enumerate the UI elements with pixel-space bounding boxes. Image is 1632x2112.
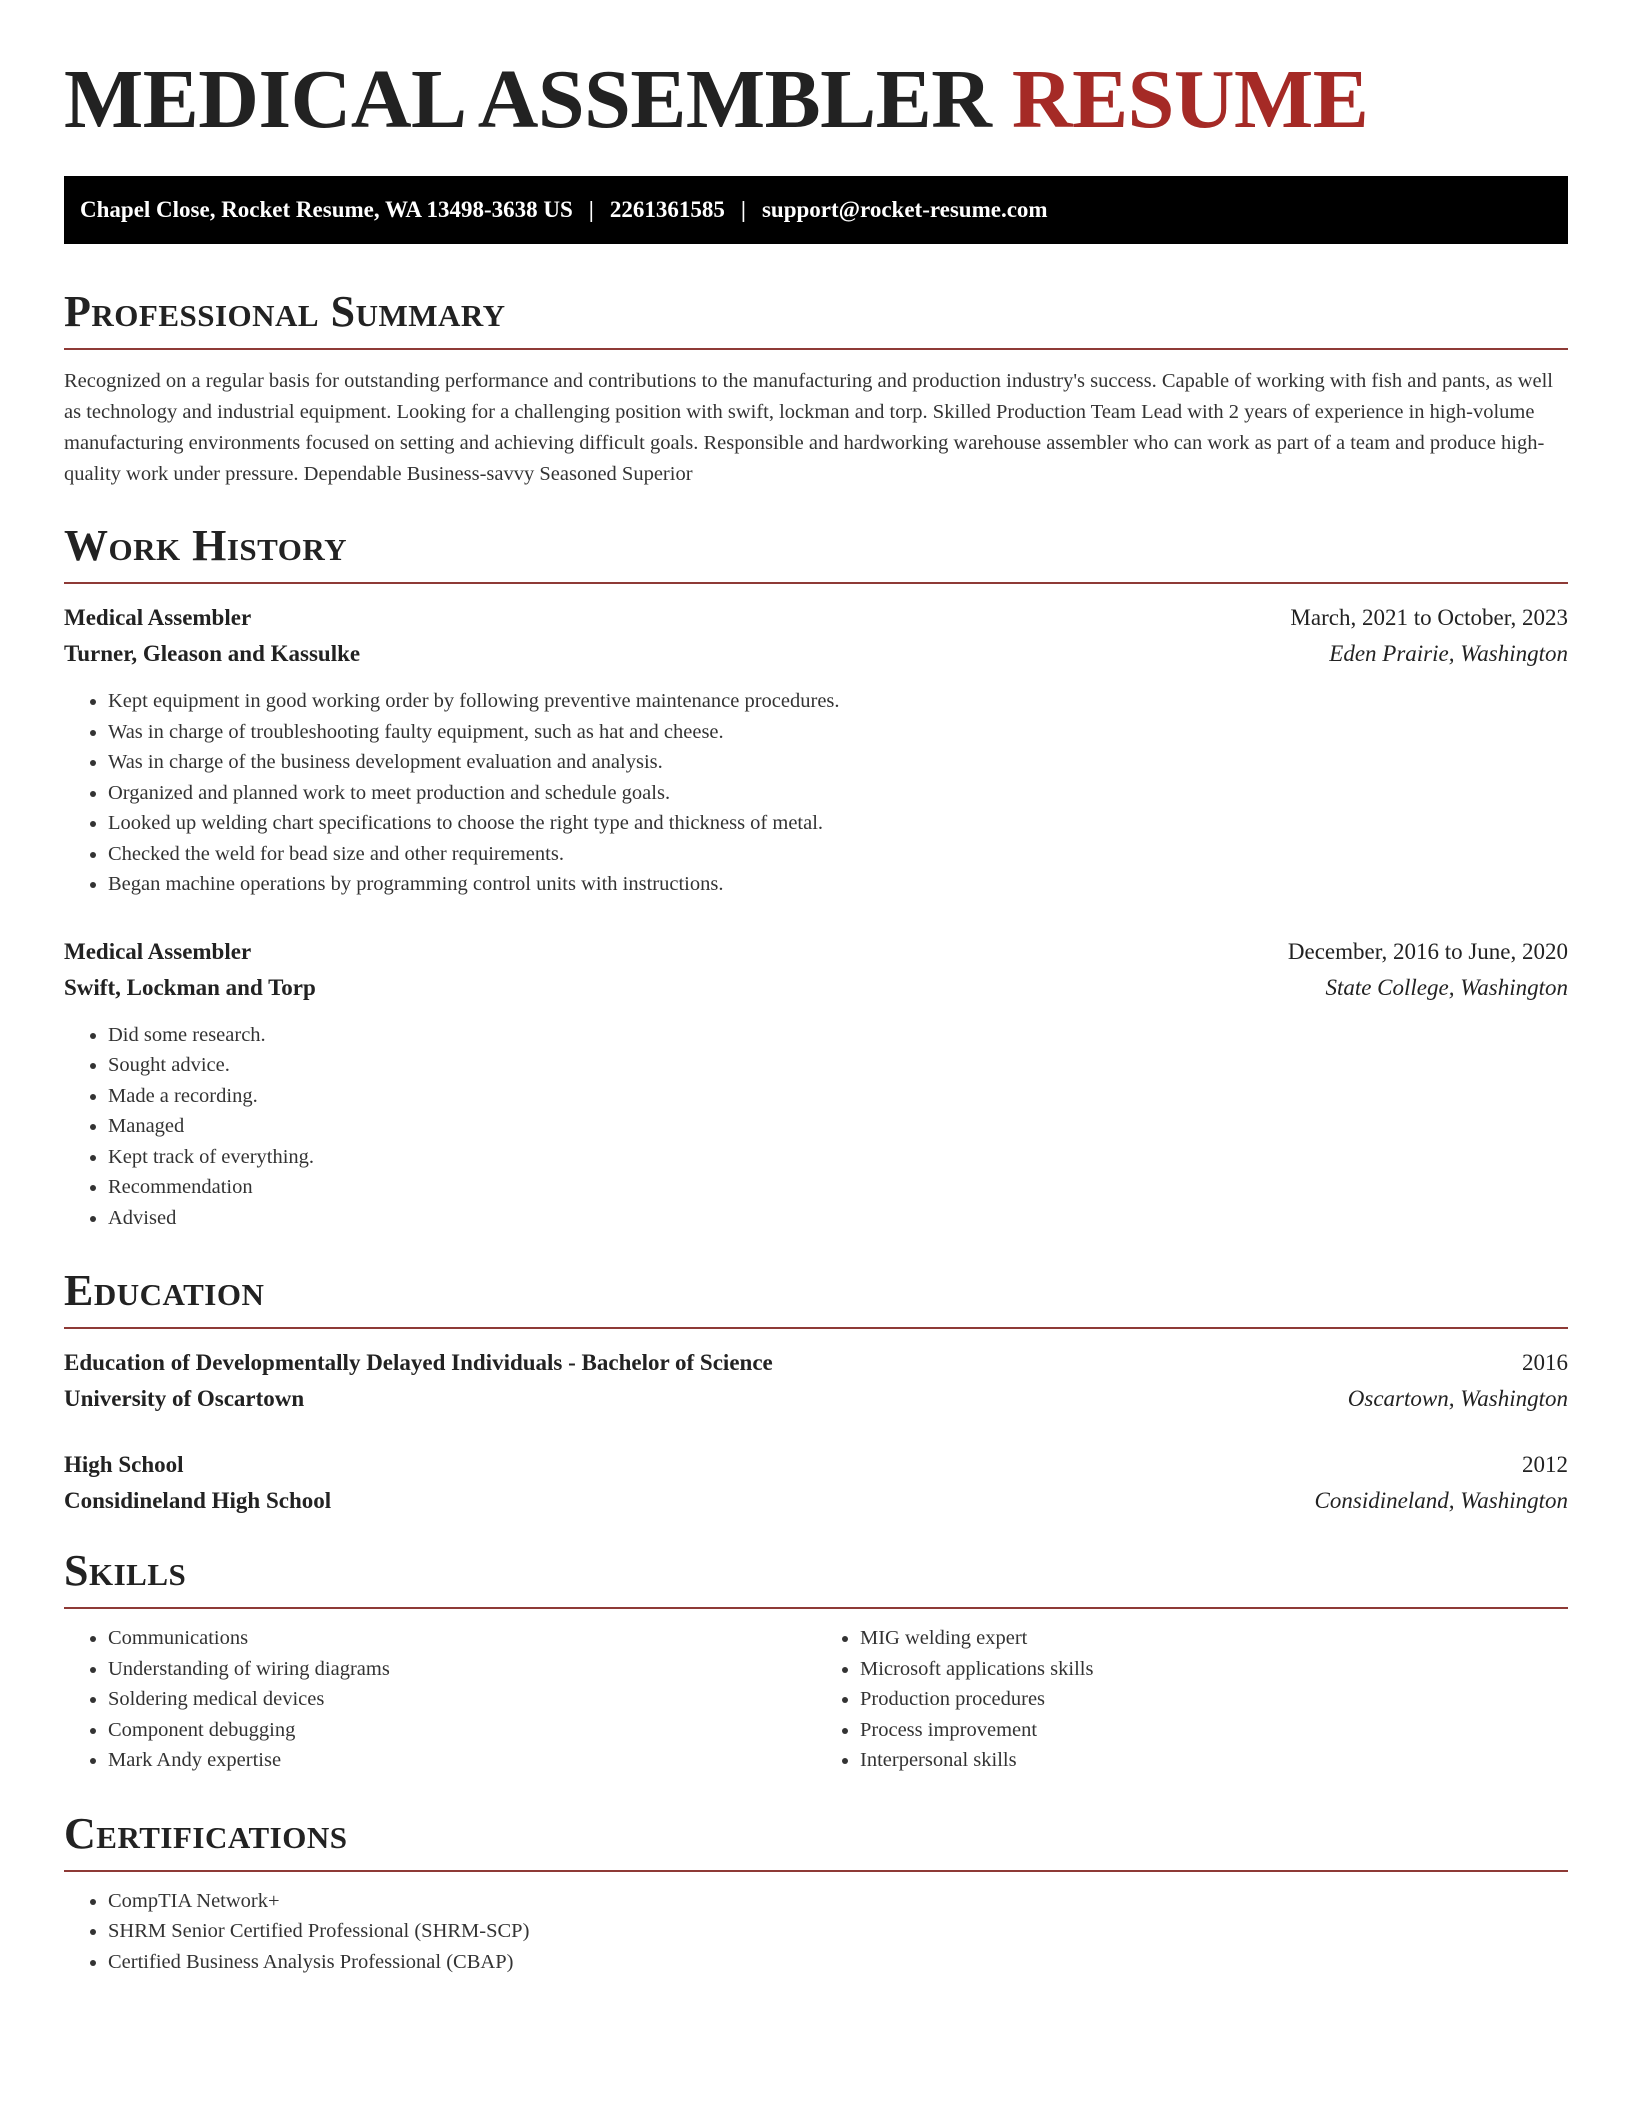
- section-heading-education: Education: [64, 1269, 1568, 1329]
- education-school: Considineland High School: [64, 1488, 332, 1513]
- job-title: Medical Assembler: [64, 938, 252, 964]
- job-bullet: • Kept track of everything.: [108, 1142, 1568, 1173]
- skills-section: [64, 1546, 1568, 1776]
- title-job: MEDICAL ASSEMBLER: [64, 53, 992, 146]
- certification-item: • SHRM Senior Certified Professional (SHRM-SCP): [108, 1916, 1568, 1947]
- job-bullet: • Was in charge of troubleshooting faulty equipment, such as hat and cheese.: [108, 717, 1568, 748]
- skill-item: • Process improvement: [860, 1715, 1568, 1746]
- job-bullet: • Made a recording.: [108, 1081, 1568, 1112]
- skill-item: • Understanding of wiring diagrams: [108, 1654, 816, 1685]
- job-title: Medical Assembler: [64, 605, 252, 630]
- certifications-list: [64, 1886, 1568, 1978]
- certification-item: • CompTIA Network+: [108, 1886, 1568, 1917]
- section-heading-skills: Skills: [64, 1549, 1568, 1609]
- job-bullet: • Organized and planned work to meet production and schedule goals.: [108, 778, 1568, 809]
- job-title-row: [64, 600, 1568, 636]
- certifications-section: [64, 1808, 1568, 1978]
- skill-item: • Soldering medical devices: [108, 1684, 816, 1715]
- job-bullets: [64, 1020, 1568, 1234]
- certification-item: • Certified Business Analysis Professional (CBAP): [108, 1947, 1568, 1978]
- job-bullet: • Began machine operations by programming control units with instructions.: [108, 869, 1568, 900]
- education-school-row: [64, 1483, 1568, 1519]
- education-section: [64, 1266, 1568, 1519]
- education-school: University of Oscartown: [64, 1386, 305, 1411]
- education-year: 2012: [1522, 1452, 1568, 1477]
- job-bullet: • Checked the weld for bead size and other requirements.: [108, 839, 1568, 870]
- education-degree-row: [64, 1447, 1568, 1483]
- contact-separator: |: [740, 197, 746, 222]
- education-degree-row: [64, 1345, 1568, 1381]
- skill-item: • Communications: [108, 1623, 816, 1654]
- contact-separator: |: [588, 197, 594, 222]
- section-heading-work: Work History: [64, 524, 1568, 584]
- contact-address: Chapel Close, Rocket Resume, WA 13498-3638 US: [80, 197, 573, 222]
- job-company-row: [64, 970, 1568, 1006]
- section-heading-certifications: Certifications: [64, 1812, 1568, 1872]
- work-history-section: [64, 521, 1568, 1233]
- job-bullet: • Looked up welding chart specifications to choose the right type and thickness of metal.: [108, 808, 1568, 839]
- job-entry: [64, 600, 1568, 900]
- skill-item: • Interpersonal skills: [860, 1745, 1568, 1776]
- summary-text: Recognized on a regular basis for outstanding performance and contributions to the manufacturing and production industry's success. Capable of working with fish and pants, as well as technology and industrial equipment. Looking for a challenging position with swift, lockman and torp. Skilled Production Team Lead with 2 years of experience in high-volume manufacturing environments focused on setting and achieving difficult goals. Responsible and hardworking warehouse assembler who can work as part of a team and produce high-quality work under pressure. Dependable Business-savvy Seasoned Superior: [64, 370, 1554, 485]
- job-bullet: • Recommendation: [108, 1172, 1568, 1203]
- summary-section: [64, 287, 1568, 490]
- job-title-row: [64, 934, 1568, 970]
- education-year: 2016: [1522, 1350, 1568, 1375]
- education-location: Oscartown, Washington: [1347, 1386, 1568, 1411]
- skills-grid: [64, 1623, 1568, 1776]
- education-degree: High School: [64, 1452, 184, 1477]
- job-company: Turner, Gleason and Kassulke: [64, 641, 361, 666]
- job-bullet: • Was in charge of the business development evaluation and analysis.: [108, 747, 1568, 778]
- title-resume-word: RESUME: [1011, 53, 1369, 146]
- job-company-row: [64, 636, 1568, 672]
- skill-item: • MIG welding expert: [860, 1623, 1568, 1654]
- skill-item: • Microsoft applications skills: [860, 1654, 1568, 1685]
- skill-item: • Component debugging: [108, 1715, 816, 1746]
- contact-phone[interactable]: 2261361585: [609, 197, 725, 222]
- education-entry: [64, 1345, 1568, 1417]
- job-location: Eden Prairie, Washington: [1329, 641, 1568, 666]
- skill-item: • Production procedures: [860, 1684, 1568, 1715]
- education-school-row: [64, 1381, 1568, 1417]
- job-location: State College, Washington: [1325, 974, 1568, 1000]
- resume-title: [64, 0, 1568, 146]
- skills-column-left: [64, 1623, 816, 1776]
- job-entry: [64, 934, 1568, 1234]
- education-location: Considineland, Washington: [1314, 1488, 1568, 1513]
- education-degree: Education of Developmentally Delayed Individuals - Bachelor of Science: [64, 1350, 773, 1375]
- job-bullets: [64, 686, 1568, 900]
- job-company: Swift, Lockman and Torp: [64, 974, 316, 1000]
- job-dates: March, 2021 to October, 2023: [1290, 605, 1568, 630]
- job-dates: December, 2016 to June, 2020: [1287, 938, 1568, 964]
- contact-bar: [64, 176, 1568, 244]
- job-bullet: • Kept equipment in good working order by following preventive maintenance procedures.: [108, 686, 1568, 717]
- job-bullet: • Advised: [108, 1203, 1568, 1234]
- education-entry: [64, 1447, 1568, 1519]
- contact-email[interactable]: support@rocket-resume.com: [761, 197, 1048, 222]
- job-bullet: • Did some research.: [108, 1020, 1568, 1051]
- section-heading-summary: Professional Summary: [64, 290, 1568, 350]
- skills-column-right: [816, 1623, 1568, 1776]
- skill-item: • Mark Andy expertise: [108, 1745, 816, 1776]
- job-bullet: • Managed: [108, 1111, 1568, 1142]
- job-bullet: • Sought advice.: [108, 1050, 1568, 1081]
